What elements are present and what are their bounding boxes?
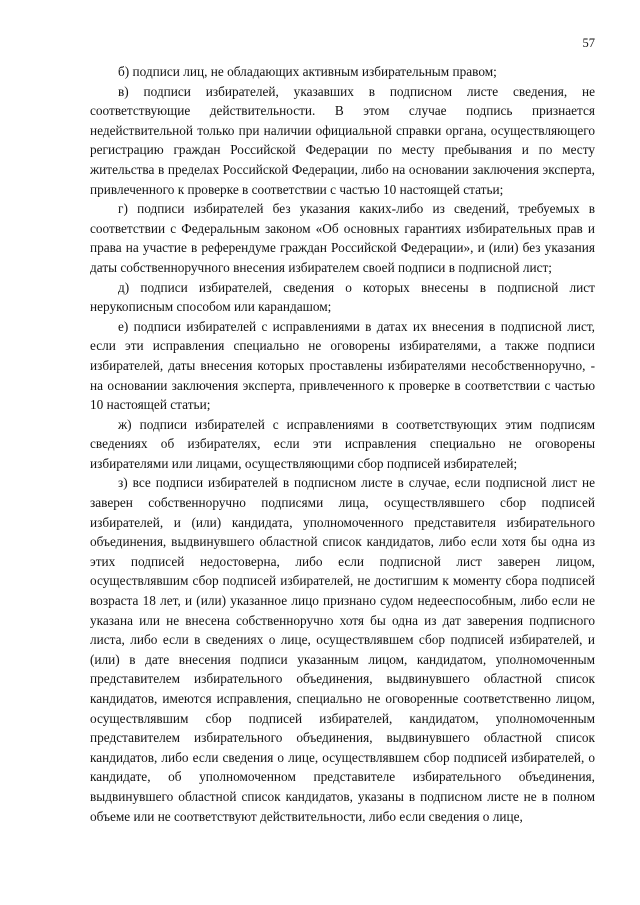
document-body [90,62,595,826]
paragraph-d: д) подписи избирателей, сведения о которых внесены в подписной лист нерукописным способом или карандашом; [90,279,595,315]
paragraph-z: з) все подписи избирателей в подписном листе в случае, если подписной лист не заверен собственноручно подписями лица, осуществлявшего сбор подписей избирателей, и (или) кандидата, уполномоченного представителя избирательного объединения, выдвинувшего областной список кандидатов, либо если хотя бы одна из этих подписей недостоверна, либо если подписной лист заверен лицом, осуществлявшим сбор подписей избирателей, не достигшим к моменту сбора подписей возраста 18 лет, и (или) указанное лицо признано судом недееспособным, либо если не указана или не внесена собственноручно хотя бы одна из дат заверения подписного листа, либо если в сведениях о лице, осуществлявшем сбор подписей избирателей, и (или) в дате внесения подписи указанным лицом, кандидатом, уполномоченным представителем избирательного объединения, выдвинувшего областной список кандидатов, имеются исправления, специально не оговоренные соответственно лицом, осуществлявшим сбор подписей избирателей, кандидатом, уполномоченным представителем избирательного объединения, выдвинувшего областной список кандидатов, либо если сведения о лице, осуществлявшем сбор подписей избирателей, о кандидате, об уполномоченном представителе избирательного объединения, выдвинувшего областной список кандидатов, указаны в подписном листе не в полном объеме или не соответствуют действительности, либо если сведения о лице, [90,475,595,824]
paragraph-g: г) подписи избирателей без указания каких-либо из сведений, требуемых в соответствии с Федеральным законом «Об основных гарантиях избирательных прав и права на участие в референдуме граждан Российской Федерации», и (или) без указания даты собственноручного внесения избирателем своей подписи в подписной лист; [90,201,595,275]
paragraph-zh: ж) подписи избирателей с исправлениями в соответствующих этим подписям сведениях об избирателях, если эти исправления специально не оговорены избирателями или лицами, осуществляющими сбор подписей избирателей; [90,416,595,471]
paragraph-v: в) подписи избирателей, указавших в подписном листе сведения, не соответствующие действительности. В этом случае подпись признается недействительной только при наличии официальной справки органа, осуществляющего регистрацию граждан Российской Федерации по месту пребывания и по месту жительства в пределах Российской Федерации, либо на основании заключения эксперта, привлеченного к проверке в соответствии с частью 10 настоящей статьи; [90,83,595,197]
paragraph-e: е) подписи избирателей с исправлениями в датах их внесения в подписной лист, если эти исправления специально не оговорены избирателями, а также подписи избирателей, даты внесения которых проставлены избирателями несобственноручно, - на основании заключения эксперта, привлеченного к проверке в соответствии с частью 10 настоящей статьи; [90,318,595,413]
page-number: 57 [582,36,595,50]
paragraph-b: б) подписи лиц, не обладающих активным избирательным правом; [118,64,497,79]
